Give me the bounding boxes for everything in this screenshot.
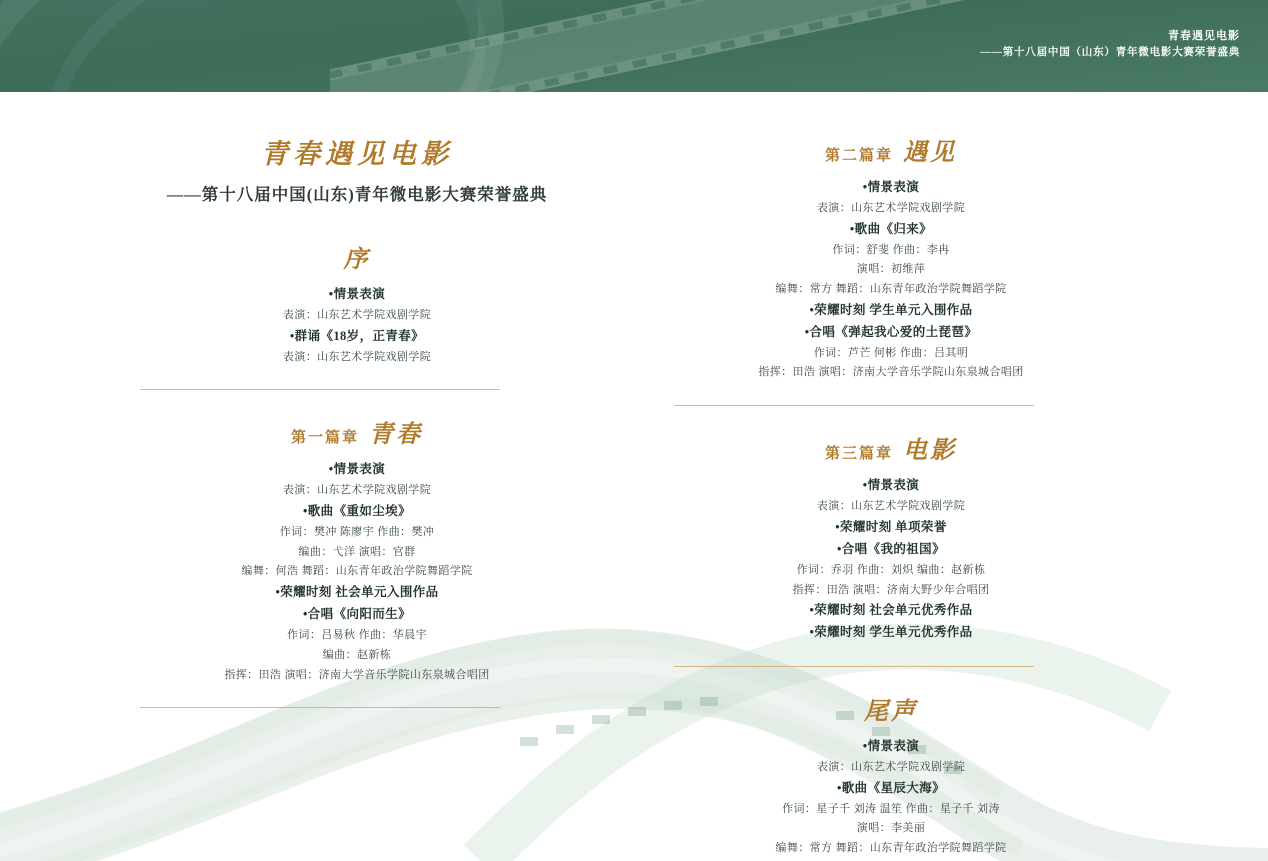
program-item: •荣耀时刻 学生单元优秀作品	[809, 625, 973, 640]
section-name-label: 青春	[369, 422, 423, 449]
program-credit: 作词：芦芒 何彬 作曲：吕其明	[813, 346, 969, 359]
filmstrip-icon	[330, 0, 1050, 92]
program-item: •荣耀时刻 单项荣誉	[835, 519, 947, 534]
section-divider	[140, 389, 500, 390]
program-credit: 作词：吕易秋 作曲：华晨宇	[287, 629, 427, 642]
left-column	[60, 132, 614, 861]
program-item: •情景表演	[862, 478, 920, 493]
program-credit: 指挥：田浩 演唱：济南大学音乐学院山东泉城合唱团	[758, 366, 1024, 379]
program-item: •荣耀时刻 社会单元入围作品	[275, 585, 439, 600]
program-credit: 表演：山东艺术学院戏剧学院	[816, 500, 966, 513]
program-credit: 作词：星子千 刘涛 温笙 作曲：星子千 刘涛	[782, 802, 1000, 815]
program-credit: 编舞：何浩 舞蹈：山东青年政治学院舞蹈学院	[241, 565, 473, 578]
section-name-label: 序	[343, 247, 371, 273]
program-section	[674, 430, 1108, 644]
program-credit: 编曲：赵新栋	[322, 648, 392, 661]
program-item: •合唱《向阳而生》	[303, 607, 411, 622]
program-columns	[0, 92, 1268, 861]
program-item: •荣耀时刻 社会单元优秀作品	[809, 603, 973, 618]
program-item: •情景表演	[862, 180, 920, 194]
header-title-line2: ——第十八届中国（山东）青年微电影大赛荣誉盛典	[980, 47, 1240, 59]
program-section	[674, 691, 1108, 859]
program-item: •情景表演	[328, 287, 386, 301]
program-credit: 表演：山东艺术学院戏剧学院	[816, 201, 966, 214]
program-credit: 表演：山东艺术学院戏剧学院	[282, 308, 432, 321]
section-divider	[140, 707, 500, 708]
program-section	[674, 132, 1108, 383]
program-credit: 表演：山东艺术学院戏剧学院	[282, 350, 432, 363]
section-heading	[140, 414, 574, 449]
program-credit: 演唱：李美丽	[856, 822, 926, 835]
section-chapter-label: 第一篇章	[290, 430, 359, 447]
program-item: •歌曲《重如尘埃》	[303, 504, 411, 519]
program-credit: 表演：山东艺术学院戏剧学院	[282, 484, 432, 497]
program-credit: 作词：舒斐 作曲：李冉	[832, 243, 950, 256]
program-item: •情景表演	[862, 739, 920, 754]
right-column	[614, 132, 1208, 861]
section-heading	[674, 430, 1108, 465]
left-section-list	[140, 239, 574, 708]
section-name-label: 电影	[903, 438, 957, 465]
program-item: •歌曲《星辰大海》	[837, 780, 945, 795]
poster-main-title: 青春遇见电影	[261, 139, 453, 169]
section-divider	[674, 666, 1034, 667]
section-name-label: 尾声	[864, 699, 918, 726]
program-section	[140, 414, 574, 685]
program-credit: 编曲：弋洋 演唱：官群	[298, 545, 416, 558]
header-title-block	[980, 28, 1240, 61]
program-credit: 编舞：常方 舞蹈：山东青年政治学院舞蹈学院	[775, 283, 1007, 296]
program-item: •群诵《18岁，正青春》	[289, 328, 425, 343]
program-section	[140, 239, 574, 367]
program-credit: 作词：乔羽 作曲：刘炽 编曲：赵新栋	[796, 563, 986, 576]
program-page	[0, 92, 1268, 861]
program-item: •荣耀时刻 学生单元入围作品	[809, 302, 973, 317]
program-item: •合唱《弹起我心爱的土琵琶》	[804, 324, 978, 339]
right-section-list	[674, 132, 1108, 859]
program-credit: 指挥：田浩 演唱：济南大野少年合唱团	[792, 583, 990, 596]
program-credit: 编舞：常方 舞蹈：山东青年政治学院舞蹈学院	[775, 842, 1007, 855]
header-title-line1: 青春遇见电影	[1168, 30, 1240, 42]
program-item: •歌曲《归来》	[849, 221, 933, 236]
poster-sub-title: ——第十八届中国(山东)青年微电影大赛荣誉盛典	[166, 185, 548, 204]
page-header-band	[0, 0, 1268, 92]
section-heading	[140, 239, 574, 274]
program-credit: 表演：山东艺术学院戏剧学院	[816, 760, 966, 773]
program-credit: 演唱：初维萍	[856, 263, 926, 276]
section-chapter-label: 第二篇章	[824, 148, 893, 164]
section-heading	[674, 691, 1108, 726]
section-name-label: 遇见	[903, 140, 957, 166]
section-divider	[674, 405, 1034, 406]
program-credit: 指挥：田浩 演唱：济南大学音乐学院山东泉城合唱团	[224, 668, 490, 681]
section-chapter-label: 第三篇章	[824, 446, 893, 463]
program-item: •情景表演	[328, 462, 386, 477]
section-heading	[674, 132, 1108, 167]
program-item: •合唱《我的祖国》	[837, 541, 945, 556]
program-credit: 作词：樊冲 陈廖宇 作曲：樊冲	[279, 525, 435, 538]
